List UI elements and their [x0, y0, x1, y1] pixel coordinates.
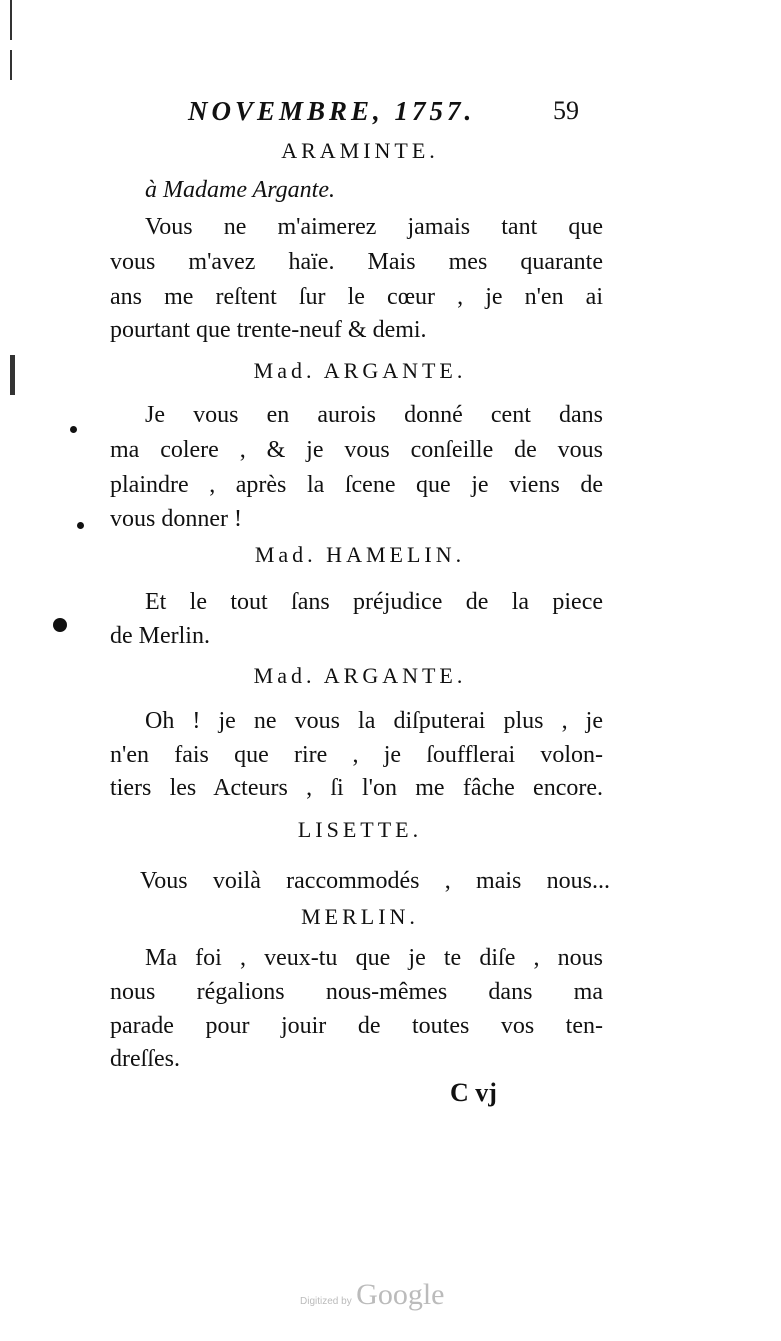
speaker-heading: Mad. ARGANTE. [253, 663, 467, 688]
text-line: vous donner ! [110, 506, 242, 532]
page-number: 59 [553, 96, 579, 125]
ink-spot [70, 426, 77, 433]
text-line: Oh ! je ne vous la diſputerai plus , je [145, 708, 603, 734]
text-line: Et le tout ſans préjudice de la piece [145, 589, 603, 615]
text-line: plaindre , après la ſcene que je viens de [110, 472, 603, 498]
text-line: dreſſes. [110, 1046, 180, 1072]
text-line: Je vous en aurois donné cent dans [145, 402, 603, 428]
page-edge-mark [10, 50, 12, 80]
ink-spot [77, 522, 84, 529]
text-line: n'en fais que rire , je ſoufflerai volon- [110, 742, 603, 768]
speaker-heading: LISETTE. [297, 817, 423, 842]
text-line: pourtant que trente-neuf & demi. [110, 317, 427, 343]
ink-spot [53, 618, 67, 632]
page-edge-mark [10, 355, 15, 395]
text-line: nous régalions nous-mêmes dans ma [110, 979, 603, 1005]
signature-mark: C vj [450, 1078, 497, 1107]
text-line: Vous voilà raccommodés , mais nous... [140, 868, 610, 894]
text-line: ans me reſtent ſur le cœur , je n'en ai [110, 284, 603, 310]
speaker-heading: MERLIN. [301, 904, 419, 929]
speaker-heading: Mad. ARGANTE. [253, 358, 467, 383]
text-line: Vous ne m'aimerez jamais tant que [145, 214, 603, 240]
watermark [300, 1278, 444, 1312]
text-line: de Merlin. [110, 623, 210, 649]
stage-direction: à Madame Argante. [145, 177, 335, 203]
text-line: tiers les Acteurs , ſi l'on me fâche encore. [110, 775, 603, 801]
text-line: parade pour jouir de toutes vos ten- [110, 1013, 603, 1039]
running-title: NOVEMBRE, 1757. [188, 96, 476, 126]
text-line: Ma foi , veux-tu que je te diſe , nous [145, 945, 603, 971]
speaker-heading: Mad. HAMELIN. [254, 542, 466, 567]
speaker-heading: ARAMINTE. [281, 138, 439, 163]
text-line: ma colere , & je vous conſeille de vous [110, 437, 603, 463]
watermark-prefix: Digitized by [300, 1296, 352, 1307]
watermark-brand: Google [356, 1278, 445, 1311]
text-line: vous m'avez haïe. Mais mes quarante [110, 249, 603, 275]
page-edge-mark [10, 0, 12, 40]
